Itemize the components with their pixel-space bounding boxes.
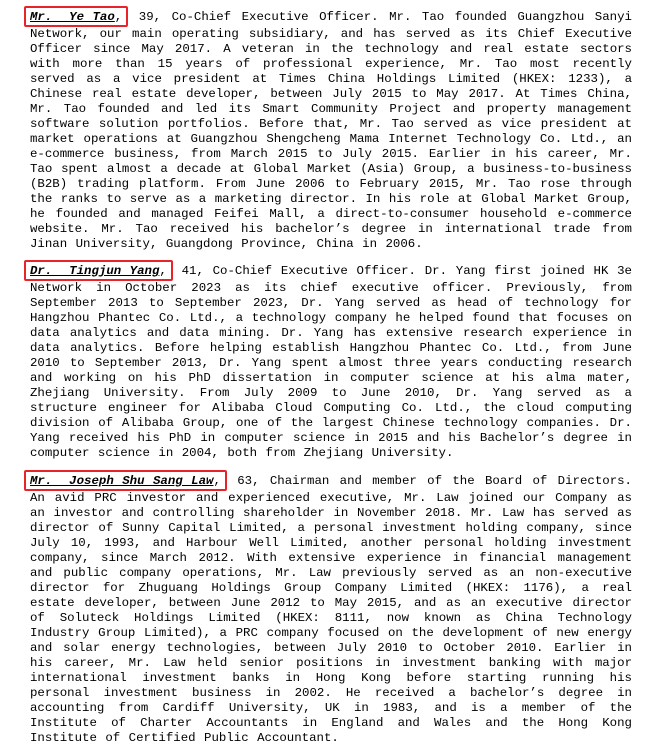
name-highlight-box [24, 260, 173, 281]
bio-name-comma: , [159, 264, 167, 278]
bio-name: Mr. Joseph Shu Sang Law [30, 474, 214, 488]
bio-joseph-law [30, 470, 632, 746]
bio-name-comma: , [114, 10, 123, 24]
document-page [30, 6, 632, 746]
bio-ye-tao [30, 6, 632, 252]
bio-text: 63, Chairman and member of the Board of Directors. An avid PRC investor and experienced executive, Mr. Law joined our Company as an investor and controlling shareholder in November 2018. Mr. Law has served as director of Sunny Capital Limited, a personal investment holding company, since July 10, 1993, and Harbour Well Limited, another personal holding investment company, since March 2012. With extensive experience in financial management and public company operations, Mr. Law previously served as an non-executive director for Zhuguang Holdings Group Company Limited (HKEX: 1176), a real estate developer, between June 2012 to May 2015, and as an executive director of Soluteck Holdings Limited (HKEX: 8111, now known as China Technology Industry Group Limited), a PRC company focused on the development of new energy and solar energy technologies, between July 2010 to October 2010. Earlier in his career, Mr. Law held senior positions in investment banking with major international investment banks in Hong Kong before starting running his personal investment business in 2002. He received a bachelor’s degree in accounting from Cardiff University, UK in 1983, and is a member of the Institute of Charter Accountants in England and Wales and the Hong Kong Institute of Certified Public Accountant. [30, 474, 632, 745]
bio-text: 39, Co-Chief Executive Officer. Mr. Tao founded Guangzhou Sanyi Network, our main operating subsidiary, and has served as its Chief Executive Officer since May 2017. A veteran in the technology and real estate sectors with more than 15 years of professional experience, Mr. Tao most recently served as a vice president at Times China Holdings Limited (HKEX: 1233), a Chinese real estate developer, between July 2015 to May 2017. At Times China, Mr. Tao founded and led its Smart Community Project and property management software solution portfolios. Before that, Mr. Tao served as vice president at market operations at Guangzhou Shengcheng Mama Internet Technology Co. Ltd., an e-commerce business, from March 2015 to July 2015. Earlier in his career, Mr. Tao spent almost a decade at Global Market (Asia) Group, a business-to-business (B2B) trading platform. From June 2006 to February 2015, Mr. Tao rose through the ranks to serve as a marketing director. In his role at Global Market Group, he founded and managed Feifei Mall, a direct-to-consumer household e-commerce website. Mr. Tao received his bachelor’s degree in international trade from Jinan University, Guangdong Province, China in 2006. [30, 10, 632, 251]
name-highlight-box [24, 470, 227, 491]
bio-text: 41, Co-Chief Executive Officer. Dr. Yang first joined HK 3e Network in October 2023 as its chief executive officer. Previously, from September 2013 to September 2023, Dr. Yang served as head of technology for Hangzhou Phantec Co. Ltd., a technology company he helped found that focuses on data analytics and data mining. Dr. Yang has extensive research experience in data analytics. Before helping establish Hangzhou Phantec Co. Ltd., from June 2010 to September 2013, Dr. Yang spent almost three years conducting research and working on his PhD dissertation in computer science at his alma mater, Zhejiang University. From July 2009 to June 2010, Dr. Yang served as a structure engineer for Alibaba Cloud Computing Co. Ltd., the cloud computing division of Alibaba Group, one of the largest Chinese technology companies. Dr. Yang received his PhD in computer science in 2015 and his Bachelor’s degree in computer science in 2004, both from Zhejiang University. [30, 264, 632, 460]
bio-name-comma: , [213, 474, 221, 488]
bio-name: Dr. Tingjun Yang [30, 264, 160, 278]
bio-tingjun-yang [30, 260, 632, 461]
name-highlight-box [24, 6, 128, 27]
bio-name: Mr. Ye Tao [30, 10, 115, 24]
